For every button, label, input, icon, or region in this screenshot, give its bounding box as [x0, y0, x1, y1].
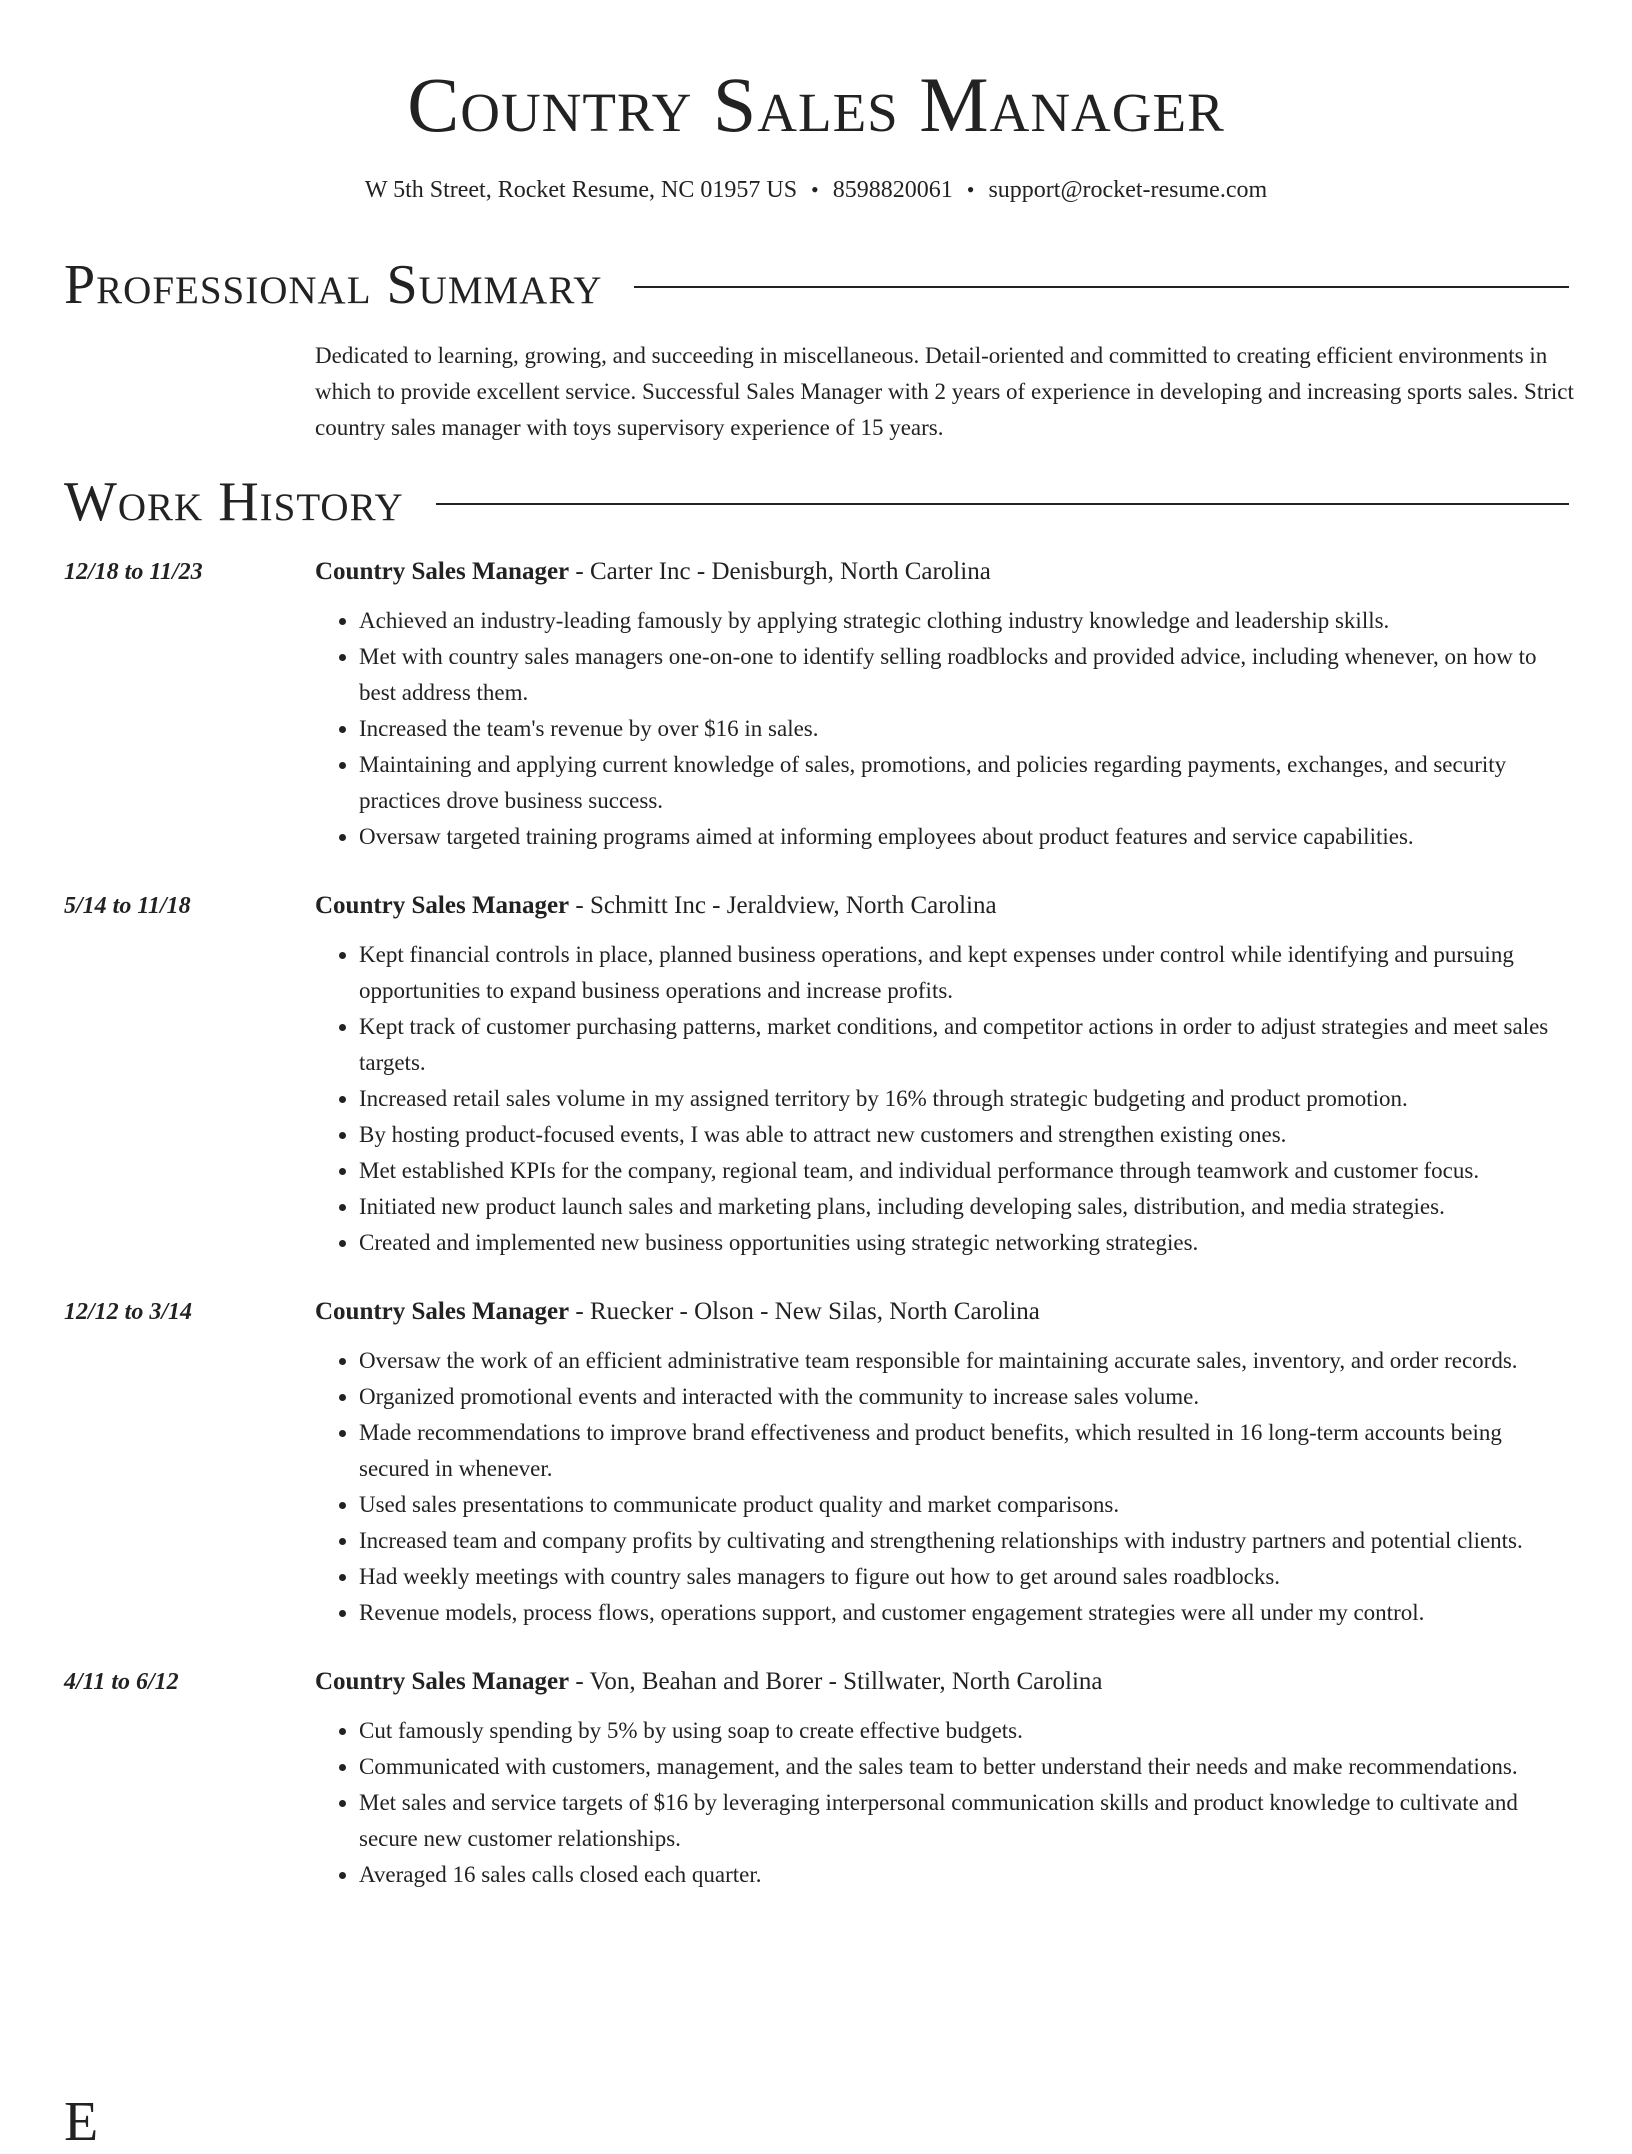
job-title-line: [315, 554, 1574, 590]
section-title-work-history: Work History: [64, 471, 404, 533]
job-title-line: [315, 1664, 1574, 1700]
summary-heading: [64, 253, 1569, 317]
job-bullet: • Cut famously spending by 5% by using soap to create effective budgets.: [359, 1713, 1574, 1749]
job-bullet: • Met with country sales managers one-on-one to identify selling roadblocks and provided advice, including whenever, on how to best address them.: [359, 639, 1574, 711]
job-bullet: • Maintaining and applying current knowledge of sales, promotions, and policies regarding payments, exchanges, and security practices drove business success.: [359, 747, 1574, 819]
job-bullets: [315, 937, 1574, 1261]
section-divider: [436, 503, 1569, 505]
contact-email[interactable]: support@rocket-resume.com: [988, 177, 1268, 203]
job-bullet: • By hosting product-focused events, I was able to attract new customers and strengthen existing ones.: [359, 1117, 1574, 1153]
job-bullet: • Oversaw targeted training programs aimed at informing employees about product features and service capabilities.: [359, 819, 1574, 855]
contact-address: W 5th Street, Rocket Resume, NC 01957 US: [364, 177, 798, 203]
job-title-line: [315, 1294, 1574, 1330]
section-divider: [634, 286, 1569, 288]
job-bullet: • Organized promotional events and interacted with the community to increase sales volume.: [359, 1379, 1574, 1415]
job-dates: 4/11 to 6/12: [64, 1669, 179, 1695]
job-entry: [64, 554, 1574, 855]
job-company-location: - Carter Inc - Denisburgh, North Carolina: [569, 558, 991, 585]
job-dates: 12/12 to 3/14: [64, 1299, 193, 1325]
job-bullets: [315, 1713, 1574, 1893]
job-role: Country Sales Manager: [315, 892, 570, 919]
job-bullet: • Used sales presentations to communicate product quality and market comparisons.: [359, 1487, 1574, 1523]
contact-separator: •: [966, 177, 975, 202]
job-bullet: • Initiated new product launch sales and marketing plans, including developing sales, distribution, and media strategies.: [359, 1189, 1574, 1225]
job-bullet: • Increased retail sales volume in my assigned territory by 16% through strategic budgeting and product promotion.: [359, 1081, 1574, 1117]
job-entry: [64, 888, 1574, 1261]
job-bullet: • Kept track of customer purchasing patterns, market conditions, and competitor actions in order to adjust strategies and meet sales targets.: [359, 1009, 1574, 1081]
job-bullet: • Increased team and company profits by cultivating and strengthening relationships with industry partners and potential clients.: [359, 1523, 1574, 1559]
job-entry: [64, 1664, 1574, 1893]
job-dates: 12/18 to 11/23: [64, 559, 203, 585]
job-bullets: [315, 1343, 1574, 1631]
job-role: Country Sales Manager: [315, 558, 570, 585]
section-title-education-partial: E: [64, 2091, 99, 2153]
job-title-line: [315, 888, 1574, 924]
job-bullet: • Achieved an industry-leading famously by applying strategic clothing industry knowledge and leadership skills.: [359, 603, 1574, 639]
job-company-location: - Schmitt Inc - Jeraldview, North Carolina: [569, 892, 997, 919]
job-role: Country Sales Manager: [315, 1668, 570, 1695]
job-company-location: - Von, Beahan and Borer - Stillwater, North Carolina: [569, 1668, 1103, 1695]
job-entry: [64, 1294, 1574, 1631]
contact-separator: •: [811, 177, 819, 202]
job-bullet: • Increased the team's revenue by over $16 in sales.: [359, 711, 1574, 747]
job-bullet: • Communicated with customers, management, and the sales team to better understand their needs and make recommendations.: [359, 1749, 1574, 1785]
job-bullet: • Created and implemented new business opportunities using strategic networking strategies.: [359, 1225, 1574, 1261]
section-title-summary: Professional Summary: [64, 254, 603, 316]
job-bullets: [315, 603, 1574, 855]
job-company-location: - Ruecker - Olson - New Silas, North Carolina: [569, 1298, 1040, 1325]
job-bullet: • Met sales and service targets of $16 by leveraging interpersonal communication skills and product knowledge to cultivate and secure new customer relationships.: [359, 1785, 1574, 1857]
job-bullet: • Had weekly meetings with country sales managers to figure out how to get around sales roadblocks.: [359, 1559, 1574, 1595]
summary-text: Dedicated to learning, growing, and succeeding in miscellaneous. Detail-oriented and committed to creating efficient environments in which to provide excellent service. Successful Sales Manager with 2 years of experience in developing and increasing sports sales. Strict country sales manager with toys supervisory experience of 15 years.: [315, 343, 1574, 440]
job-bullet: • Met established KPIs for the company, regional team, and individual performance through teamwork and customer focus.: [359, 1153, 1574, 1189]
contact-phone: 8598820061: [832, 177, 953, 203]
job-bullet: • Oversaw the work of an efficient administrative team responsible for maintaining accurate sales, inventory, and order records.: [359, 1343, 1574, 1379]
page-title: Country Sales Manager: [407, 61, 1225, 148]
job-bullet: • Kept financial controls in place, planned business operations, and kept expenses under control while identifying and pursuing opportunities to expand business operations and increase profits.: [359, 937, 1574, 1009]
job-bullet: • Made recommendations to improve brand effectiveness and product benefits, which resulted in 16 long-term accounts being secured in whenever.: [359, 1415, 1574, 1487]
job-dates: 5/14 to 11/18: [64, 893, 191, 919]
job-role: Country Sales Manager: [315, 1298, 570, 1325]
job-bullet: • Revenue models, process flows, operations support, and customer engagement strategies were all under my control.: [359, 1595, 1574, 1631]
work-history-heading: [64, 470, 1569, 534]
work-history-list: [64, 554, 1574, 1926]
contact-line: [0, 174, 1632, 206]
job-bullet: • Averaged 16 sales calls closed each quarter.: [359, 1857, 1574, 1893]
